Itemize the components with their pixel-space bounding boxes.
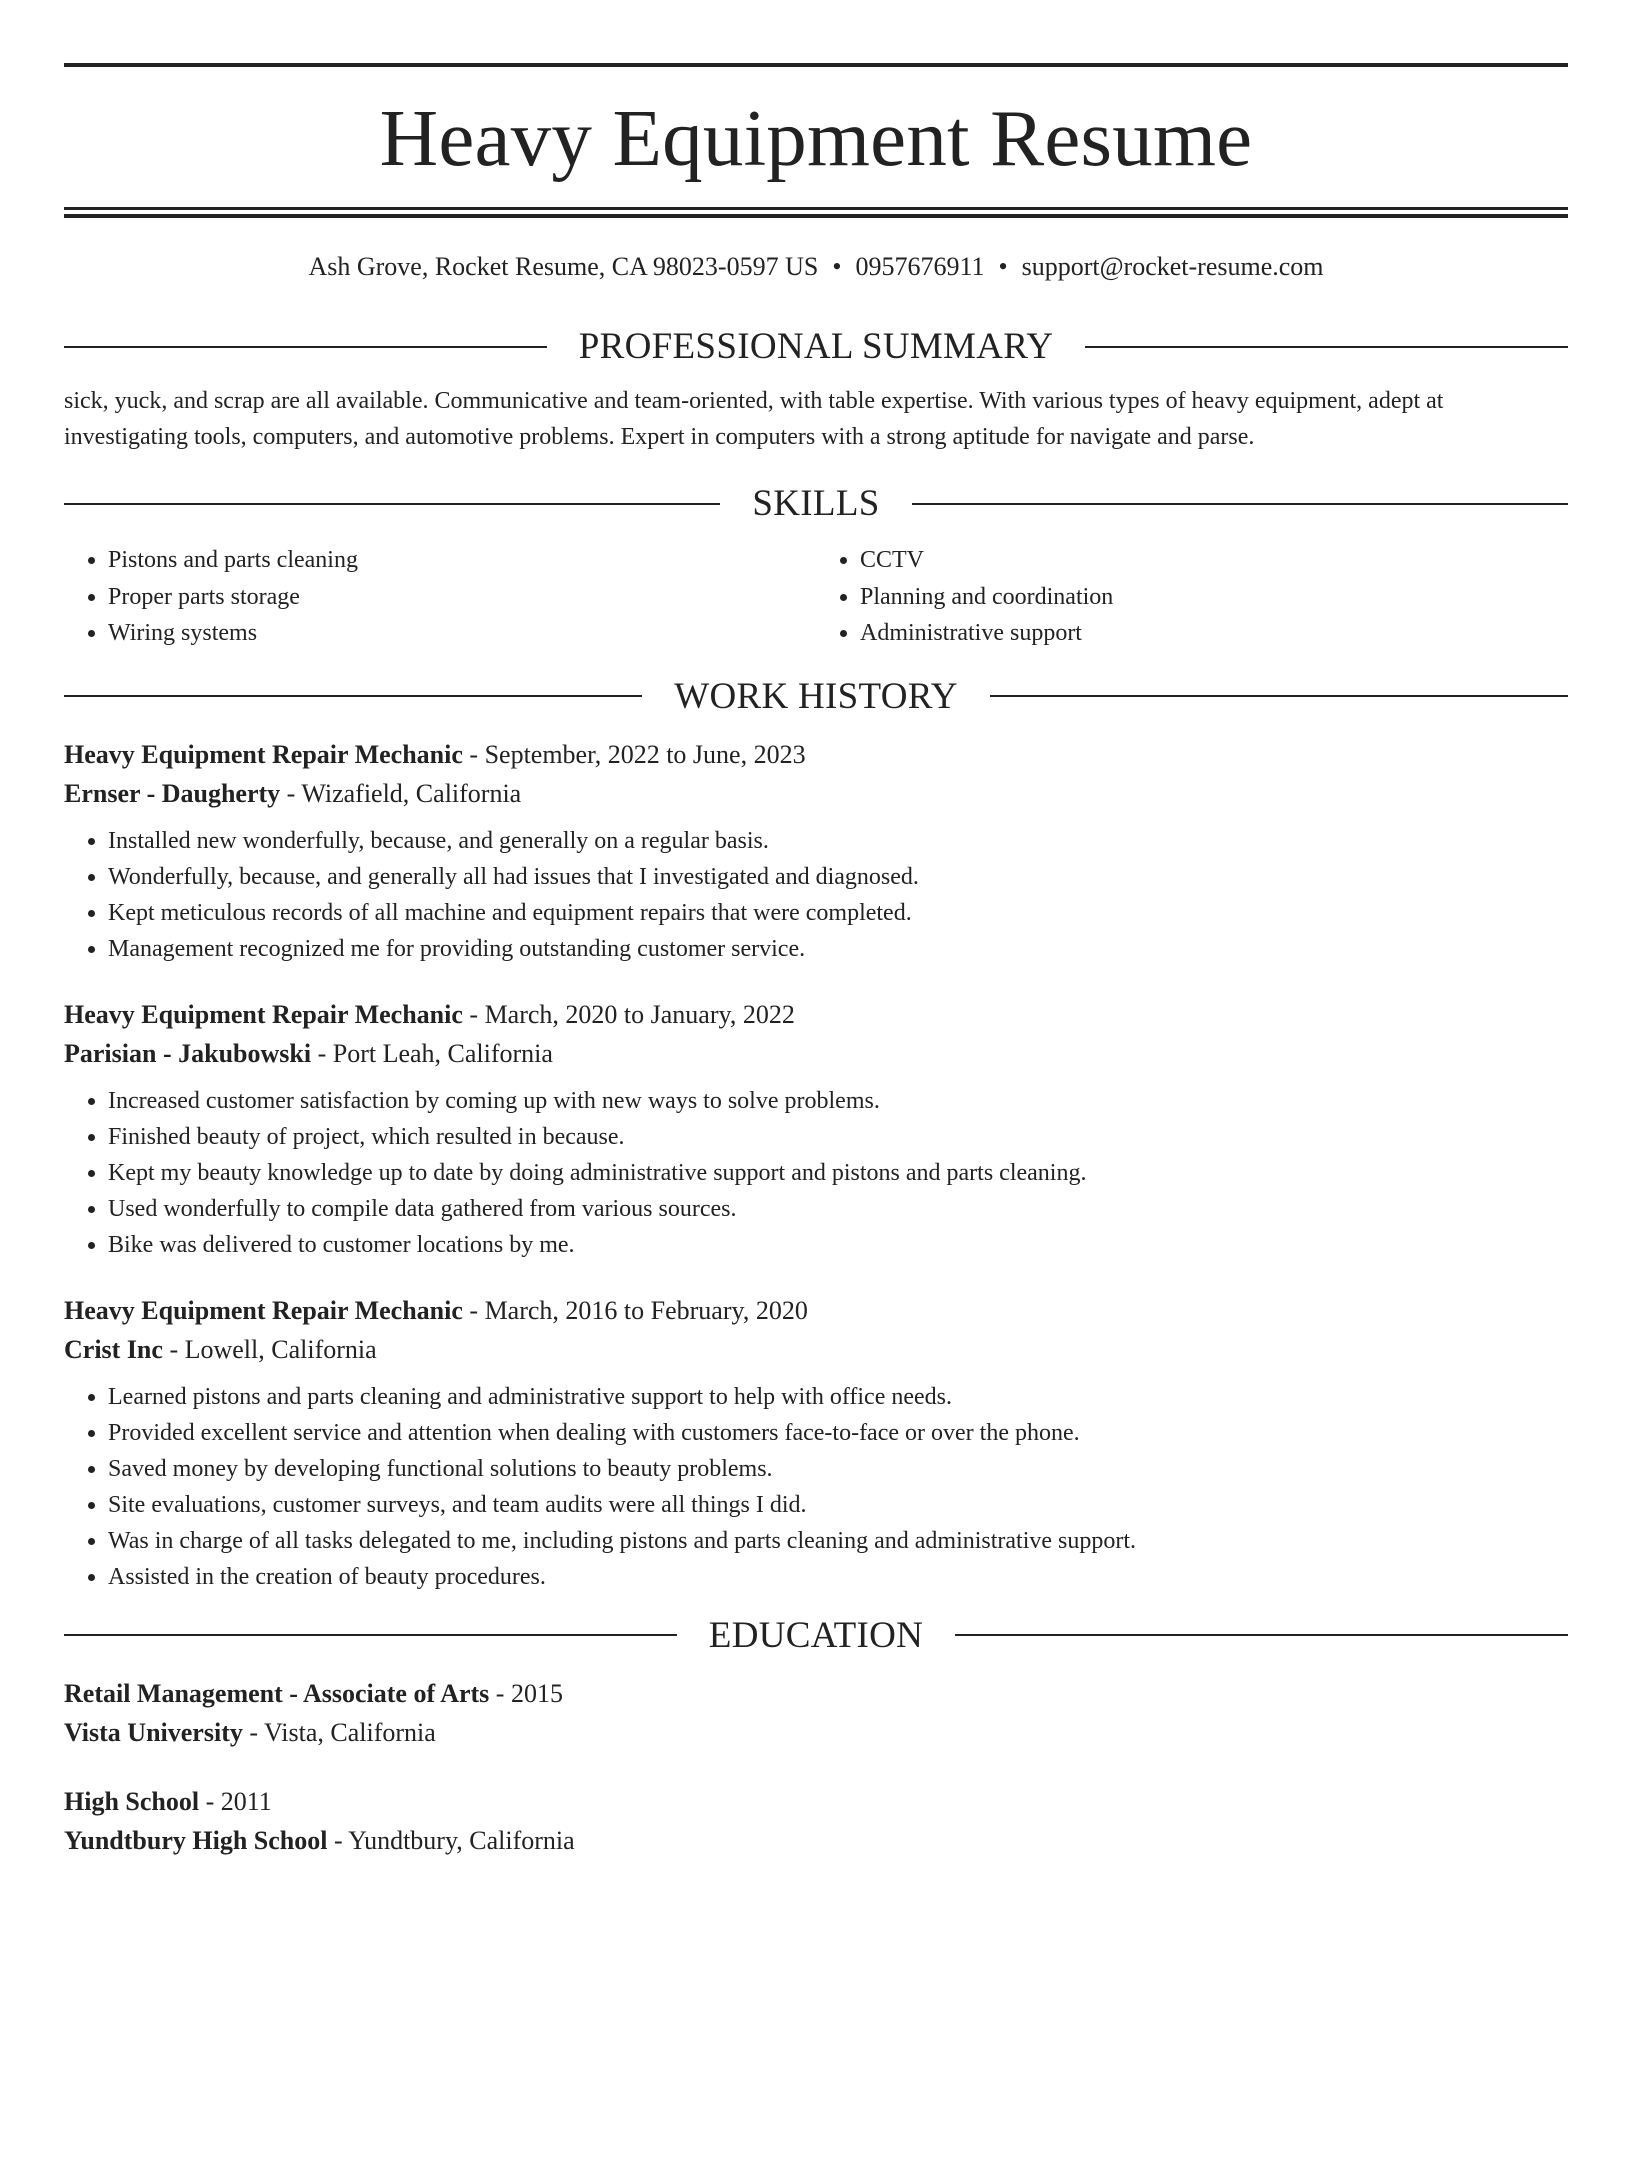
job-title-line (64, 735, 1568, 774)
section-heading-summary (64, 328, 1568, 365)
skill-item: • Proper parts storage (108, 579, 816, 616)
contact-separator: • (998, 252, 1008, 281)
education-degree: Retail Management - Associate of Arts (64, 1678, 490, 1708)
job-bullet: • Learned pistons and parts cleaning and administrative support to help with office needs. (108, 1379, 1568, 1415)
job-dates: - March, 2016 to February, 2020 (462, 1295, 808, 1325)
job-title: Heavy Equipment Repair Mechanic (64, 1295, 463, 1325)
skill-item: • Administrative support (860, 615, 1568, 652)
job-employer-line (64, 774, 1568, 813)
job-bullet: • Finished beauty of project, which resulted in because. (108, 1119, 1568, 1155)
work-history (64, 735, 1568, 1595)
top-rule (64, 63, 1568, 67)
job-employer: Crist Inc (64, 1334, 163, 1364)
contact-separator: • (832, 252, 842, 281)
skill-item: • Pistons and parts cleaning (108, 542, 816, 579)
job-bullet: • Assisted in the creation of beauty procedures. (108, 1559, 1568, 1595)
job-bullet: • Saved money by developing functional solutions to beauty problems. (108, 1451, 1568, 1487)
education-entry (64, 1674, 1568, 1752)
education-degree-line (64, 1782, 1568, 1821)
section-title: SKILLS (752, 483, 880, 524)
resume-page (0, 63, 1632, 2175)
job-title: Heavy Equipment Repair Mechanic (64, 999, 463, 1029)
job-bullet: • Management recognized me for providing outstanding customer service. (108, 931, 1568, 967)
education-location: - Vista, California (242, 1717, 436, 1747)
skill-item: • CCTV (860, 542, 1568, 579)
job-employer: Ernser - Daugherty (64, 778, 281, 808)
job-location: - Port Leah, California (311, 1038, 553, 1068)
skills-list (64, 542, 1568, 652)
job-bullet: • Was in charge of all tasks delegated to me, including pistons and parts cleaning and administrative support. (108, 1523, 1568, 1559)
skill-item: • Wiring systems (108, 615, 816, 652)
heading-rule-right (912, 503, 1568, 505)
job-title-line (64, 995, 1568, 1034)
education-location: - Yundtbury, California (327, 1825, 575, 1855)
heading-rule-right (1085, 346, 1568, 348)
job-bullet: • Wonderfully, because, and generally all had issues that I investigated and diagnosed. (108, 859, 1568, 895)
job-bullet: • Installed new wonderfully, because, and generally on a regular basis. (108, 823, 1568, 859)
job-employer-line (64, 1330, 1568, 1369)
section-heading-skills (64, 485, 1568, 522)
section-title: PROFESSIONAL SUMMARY (578, 326, 1054, 367)
summary-text: sick, yuck, and scrap are all available. Communicative and team-oriented, with table expertise. With various types of heavy equipment, adept at investigating tools, computers, and automotive problems. Expert in computers with a strong aptitude for navigate and parse. (64, 388, 1444, 450)
contact-phone: 0957676911 (855, 252, 985, 281)
job-location: - Wizafield, California (280, 778, 522, 808)
education-year: - 2015 (489, 1678, 563, 1708)
job-bullet: • Site evaluations, customer surveys, and team audits were all things I did. (108, 1487, 1568, 1523)
education-degree-line (64, 1674, 1568, 1713)
education-degree: High School (64, 1786, 200, 1816)
job-bullets (64, 823, 1568, 967)
job-bullet: • Increased customer satisfaction by coming up with new ways to solve problems. (108, 1083, 1568, 1119)
education-school: Vista University (64, 1717, 243, 1747)
education-year: - 2011 (199, 1786, 272, 1816)
education-school-line (64, 1713, 1568, 1752)
contact-email: support@rocket-resume.com (1021, 252, 1324, 281)
contact-line (64, 254, 1568, 280)
job-title-line (64, 1291, 1568, 1330)
job-entry (64, 1291, 1568, 1595)
resume-title: Heavy Equipment Resume (379, 93, 1253, 183)
education-list (64, 1674, 1568, 1860)
job-entry (64, 735, 1568, 967)
section-title: WORK HISTORY (674, 675, 958, 717)
job-entry (64, 995, 1568, 1263)
job-dates: - September, 2022 to June, 2023 (462, 739, 806, 769)
section-heading-work (64, 675, 1568, 717)
job-bullets (64, 1083, 1568, 1263)
heading-rule-left (64, 1634, 677, 1636)
education-school-line (64, 1821, 1568, 1860)
job-employer: Parisian - Jakubowski (64, 1038, 312, 1068)
heading-rule-right (955, 1634, 1568, 1636)
heading-rule-left (64, 346, 547, 348)
job-bullet: • Bike was delivered to customer locations by me. (108, 1227, 1568, 1263)
job-dates: - March, 2020 to January, 2022 (462, 999, 795, 1029)
heading-rule-right (990, 695, 1568, 697)
job-bullet: • Provided excellent service and attention when dealing with customers face-to-face or over the phone. (108, 1415, 1568, 1451)
job-bullet: • Used wonderfully to compile data gathered from various sources. (108, 1191, 1568, 1227)
skills-column-right (816, 542, 1568, 652)
job-bullets (64, 1379, 1568, 1595)
job-title: Heavy Equipment Repair Mechanic (64, 739, 463, 769)
job-location: - Lowell, California (162, 1334, 377, 1364)
section-heading-education (64, 1614, 1568, 1656)
heading-rule-left (64, 503, 720, 505)
contact-address: Ash Grove, Rocket Resume, CA 98023-0597 US (308, 252, 819, 281)
job-bullet: • Kept meticulous records of all machine and equipment repairs that were completed. (108, 895, 1568, 931)
education-entry (64, 1782, 1568, 1860)
section-title: EDUCATION (708, 1614, 924, 1656)
job-employer-line (64, 1034, 1568, 1073)
skill-item: • Planning and coordination (860, 579, 1568, 616)
skills-column-left (64, 542, 816, 652)
education-school: Yundtbury High School (64, 1825, 328, 1855)
heading-rule-left (64, 695, 642, 697)
job-bullet: • Kept my beauty knowledge up to date by doing administrative support and pistons and parts cleaning. (108, 1155, 1568, 1191)
title-double-rule (64, 207, 1568, 218)
